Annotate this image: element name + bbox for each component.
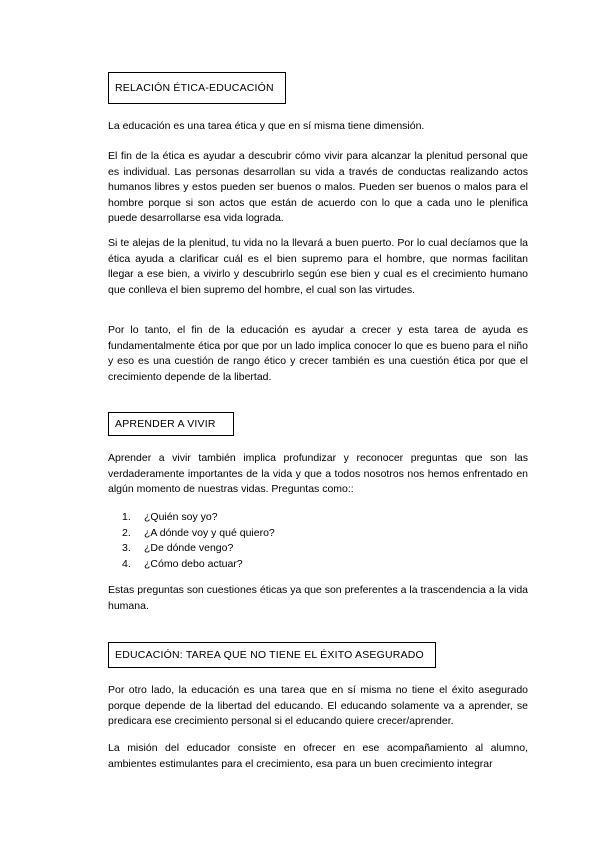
paragraph: La misión del educador consiste en ofrecer en ese acompañamiento al alumno, ambientes estimulantes para el crecimiento, esa para un buen crecimiento integrar <box>108 742 528 770</box>
list-item: 2. ¿A dónde voy y qué quiero? <box>122 526 275 539</box>
paragraph: Por otro lado, la educación es una tarea que en sí misma no tiene el éxito asegurado porque depende de la libertad del educando. El educando solamente va a aprender, se predicara ese crecimiento personal si el educando quiere crecer/aprender. <box>108 684 528 728</box>
paragraph: Aprender a vivir también implica profundizar y reconocer preguntas que son las verdaderamente importantes de la vida y que a todos nosotros nos hemos enfrentado en algún momento de nuestras vidas. Preguntas como:: <box>108 452 528 496</box>
questions-list <box>122 510 275 572</box>
section-heading-aprender-a-vivir: APRENDER A VIVIR <box>108 412 234 436</box>
paragraph: Estas preguntas son cuestiones éticas ya que son preferentes a la trascendencia a la vida humana. <box>108 584 528 612</box>
paragraph: El fin de la ética es ayudar a descubrir cómo vivir para alcanzar la plenitud personal que es individual. Las personas desarrollan su vida a través de conductas realizando actos humanos libres y estos pueden ser buenos o malos. Pueden ser buenos o malos para el hombre porque si son actos que están de acuerdo con lo que a cada uno le plenifica puede desarrollarse esa vida lograda. <box>108 150 528 225</box>
paragraph: Por lo tanto, el fin de la educación es ayudar a crecer y esta tarea de ayuda es fundamentalmente ética por que por un lado implica conocer lo que es bueno para el niño y eso es una cuestión de rango ético y crecer también es una cuestión ética por que el crecimiento depende de la libertad. <box>108 324 528 383</box>
list-item: 4. ¿Cómo debo actuar? <box>122 557 243 570</box>
section-heading-educacion-tarea: EDUCACIÓN: TAREA QUE NO TIENE EL ÉXITO ASEGURADO <box>108 642 436 668</box>
paragraph: Si te alejas de la plenitud, tu vida no la llevará a buen puerto. Por lo cual decíamos que la ética ayuda a clarificar cuál es el bien supremo para el hombre, que normas facilitan llegar a ese bien, a vivirlo y descubrirlo según ese bien y cual es el crecimiento humano que conlleva el bien supremo del hombre, el cual son las virtudes. <box>108 237 528 296</box>
paragraph: La educación es una tarea ética y que en sí misma tiene dimensión. <box>108 120 425 132</box>
list-item: 3. ¿De dónde vengo? <box>122 542 234 555</box>
list-item: 1. ¿Quién soy yo? <box>122 511 218 523</box>
section-heading-relacion-etica-educacion: RELACIÓN ÉTICA-EDUCACIÓN <box>108 72 286 104</box>
